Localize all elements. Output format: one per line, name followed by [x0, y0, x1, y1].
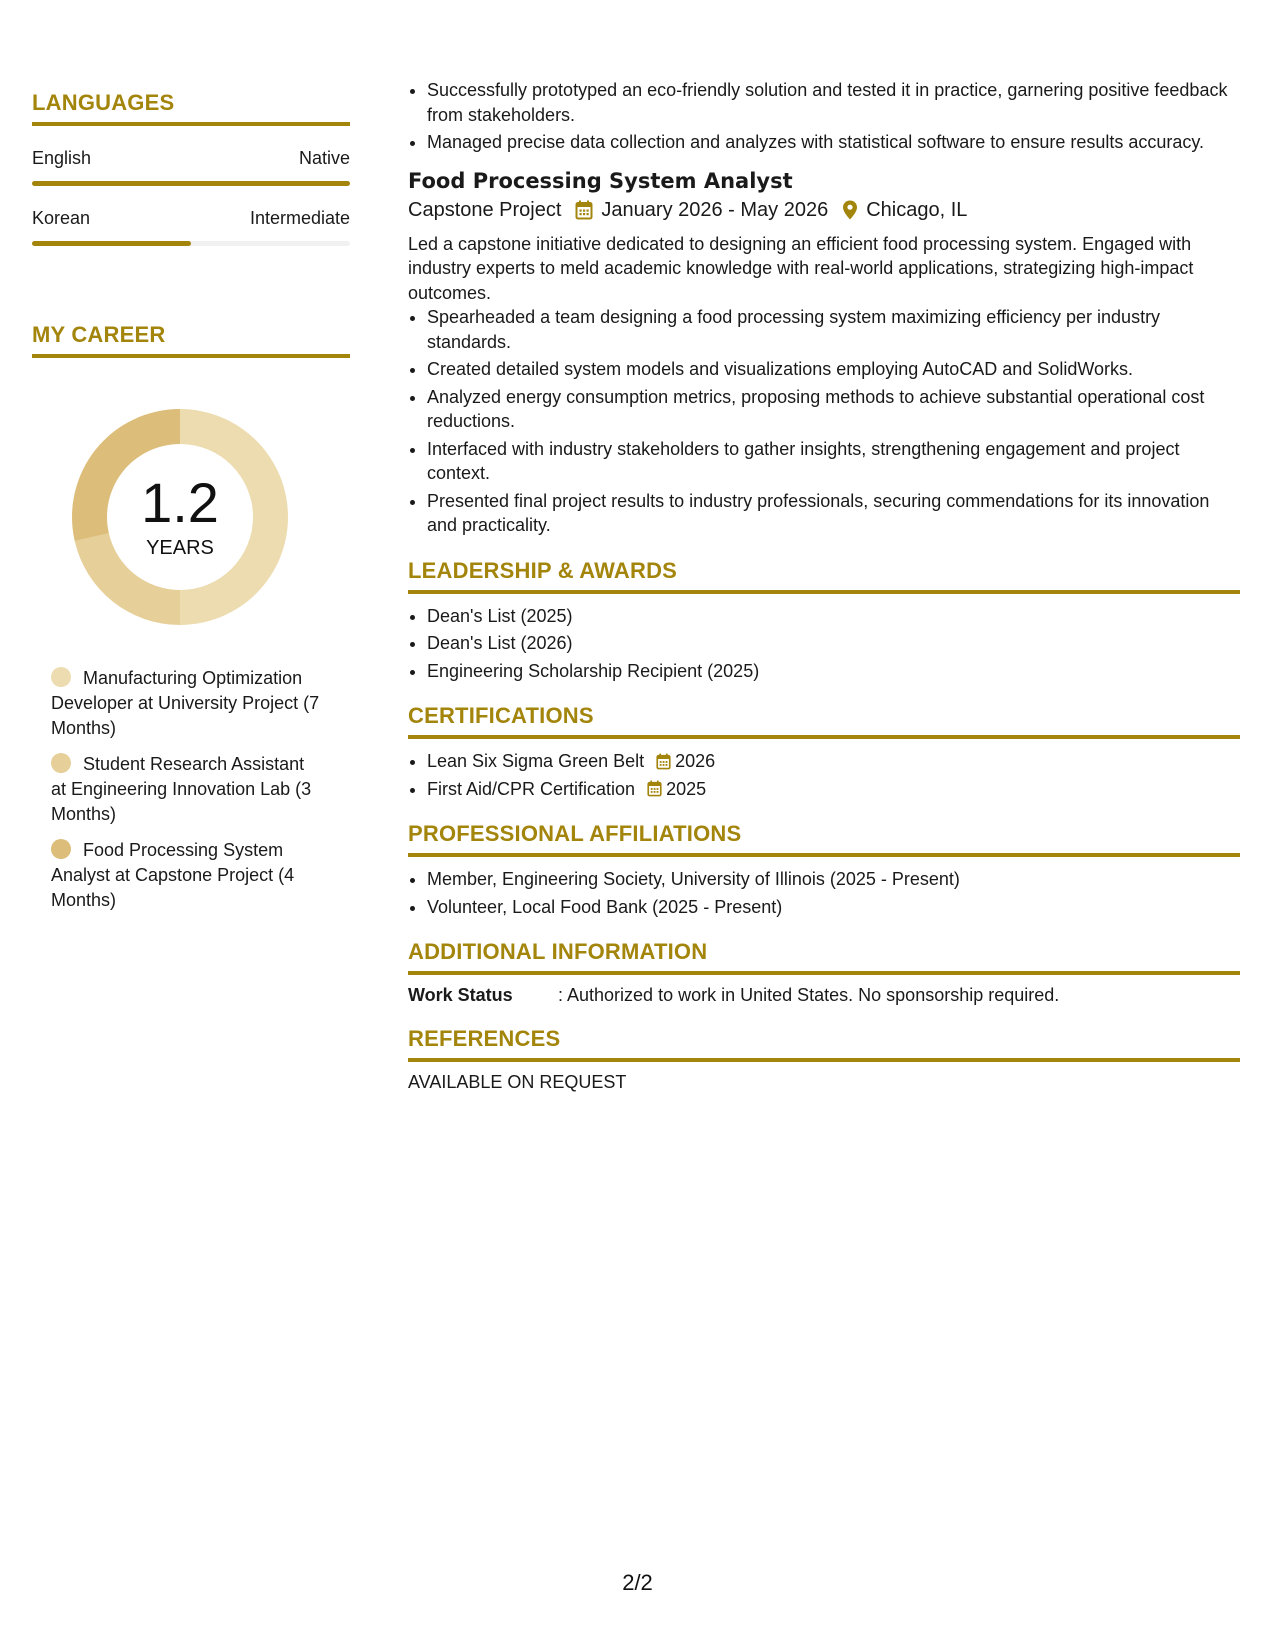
location-pin-icon: [842, 200, 858, 220]
bullet-item: • Created detailed system models and visualizations employing AutoCAD and SolidWorks.: [427, 357, 1240, 382]
certification-year: 2026: [675, 751, 716, 771]
certification-item: [427, 749, 1240, 774]
affiliations-title: PROFESSIONAL AFFILIATIONS: [408, 821, 1240, 857]
awards-title: LEADERSHIP & AWARDS: [408, 558, 1240, 594]
proficiency-fill: [32, 181, 350, 186]
proficiency-bar: [32, 241, 350, 246]
languages-title: LANGUAGES: [32, 90, 350, 126]
affiliation-item: • Volunteer, Local Food Bank (2025 - Present): [427, 895, 1240, 920]
affiliation-item: • Member, Engineering Society, University of Illinois (2025 - Present): [427, 867, 1240, 892]
legend-label: Food Processing System Analyst at Capstone Project (4 Months): [51, 840, 295, 910]
references-text: AVAILABLE ON REQUEST: [408, 1072, 627, 1092]
legend-item: [51, 666, 321, 741]
job-location: Chicago, IL: [866, 198, 968, 221]
job-organization: Capstone Project: [408, 198, 562, 221]
work-status-value: : Authorized to work in United States. No sponsorship required.: [558, 985, 1060, 1005]
job-bullets: [408, 305, 1240, 538]
career-legend: [51, 666, 321, 913]
bullet-item: • Managed precise data collection and analyzes with statistical software to ensure results accuracy.: [427, 130, 1240, 155]
job-description: Led a capstone initiative dedicated to designing an efficient food processing system. Engaged with industry experts to meld academic knowledge with real-world applications, strategizing high-impact outcomes.: [408, 233, 1194, 303]
additional-info-title: ADDITIONAL INFORMATION: [408, 939, 1240, 975]
bullet-item: • Analyzed energy consumption metrics, proposing methods to achieve substantial operational cost reductions.: [427, 385, 1240, 434]
language-level: Native: [298, 148, 350, 168]
job-dates: January 2026 - May 2026: [601, 198, 829, 221]
legend-dot: [51, 753, 71, 773]
certifications-title: CERTIFICATIONS: [408, 703, 1240, 739]
language-item: [32, 208, 350, 246]
career-title: MY CAREER: [32, 322, 350, 358]
left-column: [32, 90, 350, 924]
languages-section: [32, 90, 350, 246]
legend-label: Manufacturing Optimization Developer at University Project (7 Months): [51, 668, 320, 738]
calendar-icon: [575, 200, 593, 220]
certification-item: [427, 777, 1240, 802]
page-number: 2/2: [622, 1570, 653, 1595]
certifications-section: [408, 703, 1240, 801]
award-item: • Engineering Scholarship Recipient (2025): [427, 659, 1240, 684]
legend-item: [51, 752, 321, 827]
language-name: English: [32, 148, 92, 168]
affiliations-section: [408, 821, 1240, 919]
job-meta: [408, 199, 1240, 222]
legend-label: Student Research Assistant at Engineering Innovation Lab (3 Months): [51, 754, 312, 824]
career-total-unit: YEARS: [146, 536, 214, 559]
language-item: [32, 148, 350, 186]
calendar-icon: [656, 753, 671, 770]
certification-name: • First Aid/CPR Certification: [427, 778, 636, 799]
legend-item: [51, 838, 321, 913]
awards-section: [408, 558, 1240, 684]
legend-dot: [51, 839, 71, 859]
career-section: [32, 322, 350, 913]
job-entry: [408, 169, 1240, 538]
additional-info-section: [408, 939, 1240, 1006]
legend-dot: [51, 667, 71, 687]
award-item: • Dean's List (2026): [427, 631, 1240, 656]
proficiency-fill: [32, 241, 191, 246]
certification-name: • Lean Six Sigma Green Belt: [427, 751, 645, 771]
bullet-item: • Spearheaded a team designing a food processing system maximizing efficiency per industry standards.: [427, 305, 1240, 354]
bullet-item: • Presented final project results to industry professionals, securing commendations for its innovation and practicality.: [427, 489, 1240, 538]
proficiency-bar: [32, 181, 350, 186]
language-level: Intermediate: [249, 208, 350, 228]
bullet-item: • Interfaced with industry stakeholders to gather insights, strengthening engagement and project context.: [427, 437, 1240, 486]
job-title: Food Processing System Analyst: [408, 168, 793, 193]
certification-year: 2025: [666, 778, 707, 799]
calendar-icon: [647, 780, 662, 797]
career-donut-chart: [67, 404, 293, 630]
right-column: [408, 78, 1240, 1093]
work-status-row: [408, 985, 1240, 1006]
award-item: • Dean's List (2025): [427, 604, 1240, 629]
bullet-item: • Successfully prototyped an eco-friendly solution and tested it in practice, garnering positive feedback from stakeholders.: [427, 78, 1240, 127]
work-status-label: Work Status: [408, 985, 513, 1005]
references-title: REFERENCES: [408, 1026, 1240, 1062]
career-total-value: 1.2: [141, 470, 219, 534]
language-name: Korean: [32, 208, 91, 228]
previous-job-bullets: [408, 78, 1240, 155]
references-section: [408, 1026, 1240, 1093]
